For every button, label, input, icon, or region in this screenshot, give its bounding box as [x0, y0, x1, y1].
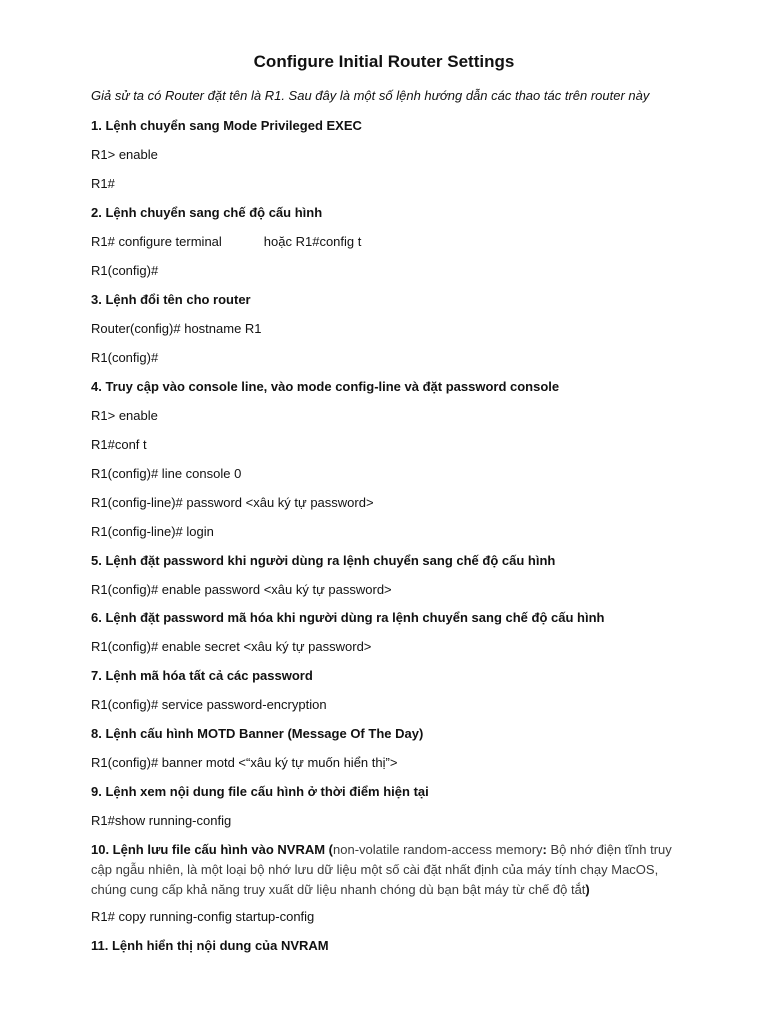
heading-5: 5. Lệnh đặt password khi người dùng ra lệnh chuyển sang chế độ cấu hình	[91, 553, 556, 568]
heading-3: 3. Lệnh đổi tên cho router	[91, 292, 251, 307]
heading-9: 9. Lệnh xem nội dung file cấu hình ở thời điểm hiện tại	[91, 784, 429, 799]
nvram-description: Bộ nhớ điện tĩnh truy cập ngẫu nhiên, là một loại bộ nhớ lưu dữ liệu một số cài đặt nhất định của máy tính chạy MacOS, chúng cung cấp khả năng truy xuất dữ liệu nhanh chóng dù bạn bật máy từ chế độ tắt	[91, 842, 672, 897]
heading-1: 1. Lệnh chuyển sang Mode Privileged EXEC	[91, 118, 362, 133]
heading-10: 10. Lệnh lưu file cấu hình vào NVRAM (	[91, 842, 333, 857]
command-line: R1> enable	[91, 147, 158, 162]
heading-8: 8. Lệnh cấu hình MOTD Banner (Message Of The Day)	[91, 726, 424, 741]
heading-4: 4. Truy cập vào console line, vào mode config-line và đặt password console	[91, 379, 560, 394]
command-line: Router(config)# hostname R1	[91, 321, 262, 336]
nvram-term: non-volatile random-access memory	[333, 842, 543, 857]
heading-6: 6. Lệnh đặt password mã hóa khi người dùng ra lệnh chuyển sang chế độ cấu hình	[91, 610, 605, 625]
heading-2: 2. Lệnh chuyển sang chế độ cấu hình	[91, 205, 323, 220]
command-line: R1(config)#	[91, 350, 159, 365]
command-line: R1#show running-config	[91, 813, 232, 828]
intro-text: Giả sử ta có Router đặt tên là R1. Sau đây là một số lệnh hướng dẫn các thao tác trên router này	[91, 88, 650, 103]
command-alt-text: hoặc R1#config t	[263, 234, 362, 249]
command-line: R1(config-line)# password <xâu ký tự password>	[91, 495, 374, 510]
command-line: R1(config)# enable secret <xâu ký tự password>	[91, 639, 372, 654]
command-line: R1> enable	[91, 408, 158, 423]
command-line: R1# copy running-config startup-config	[91, 909, 315, 924]
command-line: R1(config)# line console 0	[91, 466, 242, 481]
heading-10-paragraph	[91, 840, 691, 900]
command-line: R1(config)# enable password <xâu ký tự password>	[91, 582, 392, 597]
nvram-close-paren: )	[585, 882, 590, 897]
command-line: R1#	[91, 176, 115, 191]
nvram-colon: :	[542, 842, 547, 857]
heading-7: 7. Lệnh mã hóa tất cả các password	[91, 668, 313, 683]
command-line: R1#conf t	[91, 437, 147, 452]
command-line: R1(config-line)# login	[91, 524, 214, 539]
command-line: R1(config)#	[91, 263, 159, 278]
command-line	[91, 234, 361, 249]
command-text: R1# configure terminal	[91, 234, 222, 249]
heading-11: 11. Lệnh hiển thị nội dung của NVRAM	[91, 938, 329, 953]
command-line: R1(config)# banner motd <“xâu ký tự muốn hiển thị”>	[91, 755, 398, 770]
command-line: R1(config)# service password-encryption	[91, 697, 327, 712]
page-title: Configure Initial Router Settings	[253, 52, 515, 71]
